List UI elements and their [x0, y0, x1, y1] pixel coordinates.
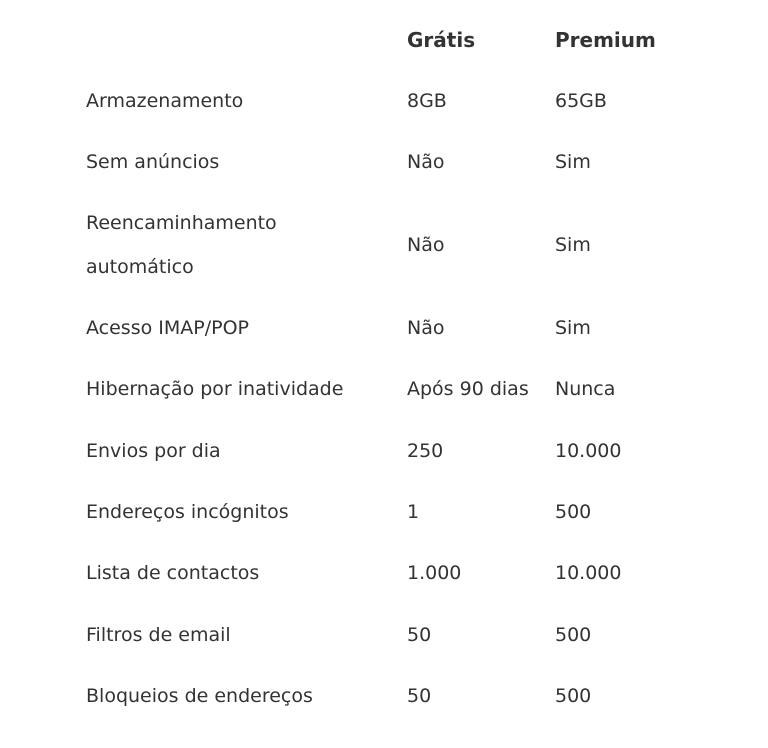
premium-value: 500	[555, 685, 592, 707]
free-value: Não	[407, 151, 445, 173]
table-row	[0, 551, 768, 595]
table-header	[0, 0, 768, 80]
table-row	[0, 490, 768, 534]
premium-value: 10.000	[555, 562, 622, 584]
free-value: 8GB	[407, 90, 447, 112]
free-value: 50	[407, 685, 432, 707]
table-row	[0, 306, 768, 350]
free-value: Não	[407, 234, 445, 256]
free-value: 1	[407, 501, 420, 523]
free-value: Não	[407, 317, 445, 339]
feature-label: Filtros de email	[86, 624, 231, 646]
premium-value: Nunca	[555, 378, 616, 400]
table-row	[0, 613, 768, 657]
free-value: 250	[407, 440, 444, 462]
free-value: 1.000	[407, 562, 462, 584]
table-row	[0, 674, 768, 718]
feature-label: Envios por dia	[86, 440, 221, 462]
feature-label: Armazenamento	[86, 90, 244, 112]
feature-label: Reencaminhamento automático	[86, 212, 277, 278]
free-value: 50	[407, 624, 432, 646]
premium-value: Sim	[555, 234, 591, 256]
feature-label: Bloqueios de endereços	[86, 685, 313, 707]
premium-value: Sim	[555, 151, 591, 173]
feature-label: Hibernação por inatividade	[86, 378, 344, 400]
free-value: Após 90 dias	[407, 378, 529, 400]
table-row	[0, 429, 768, 473]
table-row	[0, 140, 768, 184]
table-row	[0, 79, 768, 123]
premium-value: 500	[555, 624, 592, 646]
column-header-premium: Premium	[555, 28, 656, 52]
feature-label: Acesso IMAP/POP	[86, 317, 249, 339]
premium-value: 10.000	[555, 440, 622, 462]
feature-label: Lista de contactos	[86, 562, 260, 584]
table-row	[0, 367, 768, 411]
feature-label: Sem anúncios	[86, 151, 220, 173]
premium-value: Sim	[555, 317, 591, 339]
feature-label: Endereços incógnitos	[86, 501, 289, 523]
table-row	[0, 201, 768, 289]
column-header-free: Grátis	[407, 28, 476, 52]
premium-value: 500	[555, 501, 592, 523]
premium-value: 65GB	[555, 90, 607, 112]
